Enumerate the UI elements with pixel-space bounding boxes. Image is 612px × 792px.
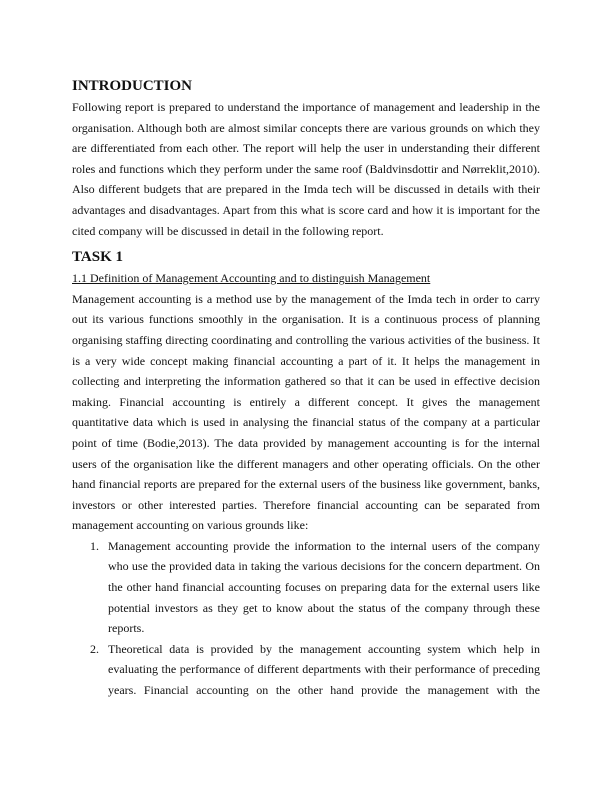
list-item [72,536,540,639]
text-line: collecting and interpreting the information gathered so that it can be used in effective decision [72,374,540,389]
document-page [72,76,540,701]
section-1-1-subheading: 1.1 Definition of Management Accounting and to distinguish Management [72,271,431,286]
text-line: evaluating the performance of different departments with their performance of preceding [108,662,540,677]
text-line: making. Financial accounting is entirely a different concept. It gives the management [72,394,540,409]
text-line: Management accounting is a method use by the management of the Imda tech in order to carry [72,291,540,306]
text-line: quantitative data which is used in analysing the financial status of the company at a particular [72,415,540,430]
text-line: Theoretical data is provided by the management accounting system which help in [108,641,540,656]
text-line: users of the organisation like the different managers and other operating officials. On the other [72,456,540,471]
text-line: Also different budgets that are prepared in the Imda tech will be discussed in details with their [72,182,540,197]
text-line: advantages and disadvantages. Apart from this what is score card and how it is important for the [72,202,540,217]
list-number: 2. [90,641,99,656]
text-line: organisation. Although both are almost similar concepts there are various grounds on which they [72,120,540,135]
introduction-paragraph [72,97,540,241]
text-line: cited company will be discussed in detail in the following report. [72,223,384,238]
text-line: out its various functions smoothly in the organisation. It is a continuous process of planning [72,312,540,327]
text-line: is a very wide concept making financial accounting a part of it. It helps the management in [72,353,540,368]
text-line: hand financial reports are prepared for the external users of the business like government, banks, [72,477,540,492]
text-line: investors or other interested parties. Therefore financial accounting can be separated from [72,497,540,512]
numbered-list [72,536,540,701]
text-line: organising staffing directing coordinating and controlling the various activities of the business. It [72,332,540,347]
text-line: who use the provided data in taking the various decisions for the concern department. On [108,559,540,574]
text-line: Following report is prepared to understand the importance of management and leadership in the [72,100,540,114]
list-item [72,639,540,701]
text-line: the other hand financial accounting focuses on preparing data for the external users like [108,580,540,595]
text-line: reports. [108,621,145,636]
text-line: Management accounting provide the information to the internal users of the company [108,538,540,553]
text-line: are differentiated from each other. The report will help the user in understanding their different [72,141,540,156]
introduction-heading: INTRODUCTION [72,78,193,94]
task1-paragraph [72,289,540,536]
text-line: potential investors as they get to know about the status of the company through these [108,600,540,615]
text-line: roles and functions which they perform under the same roof (Baldvinsdottir and Nørreklit,2010). [72,161,540,176]
text-line: point of time (Bodie,2013). The data provided by management accounting is for the internal [72,435,540,450]
list-number: 1. [90,538,99,553]
text-line: years. Financial accounting on the other hand provide the management with the [108,683,540,698]
task1-heading: TASK 1 [72,249,123,266]
text-line: management accounting on various grounds like: [72,518,309,533]
